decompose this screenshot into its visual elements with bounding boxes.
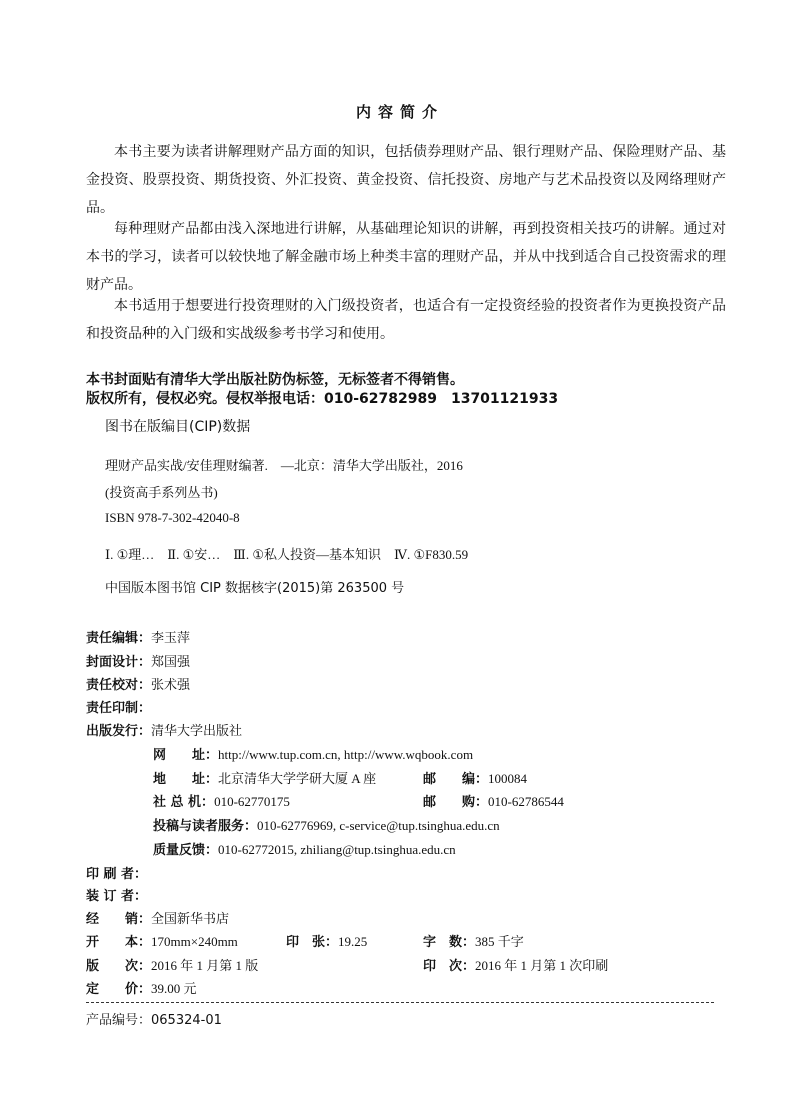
publisher-website	[153, 744, 473, 763]
printer-label: 印 刷 者：	[86, 867, 148, 882]
publisher-mail-order	[423, 791, 564, 810]
postcode-label: 邮 编：	[423, 772, 489, 787]
mail-order-value: 010-62786544	[488, 794, 564, 809]
words-field	[423, 931, 524, 950]
anti-counterfeit-notice: 本书封面贴有清华大学出版社防伪标签，无标签者不得销售。	[86, 372, 464, 388]
website-label: 网 址：	[153, 748, 219, 763]
address-value: 北京清华大学学研大厦 A 座	[218, 771, 377, 786]
credit-publisher	[86, 720, 242, 739]
price-value: 39.00 元	[151, 981, 197, 996]
impression-field	[423, 955, 608, 974]
publisher-reader-service	[153, 815, 500, 834]
intro-paragraph-2: 每种理财产品都由浅入深地进行讲解，从基础理论知识的讲解，再到投资相关技巧的讲解。通过对本书的学习，读者可以较快地了解金融市场上种类丰富的理财产品，并从中找到适合自己投资需求的理财产品。	[86, 221, 726, 293]
binder-line	[86, 885, 147, 904]
words-value: 385 千字	[475, 934, 524, 949]
sheets-value: 19.25	[338, 934, 368, 949]
dashed-divider	[86, 1002, 714, 1003]
credit-print-supervisor	[86, 697, 151, 716]
publisher-address	[153, 768, 376, 787]
credit-value: 张术强	[151, 677, 191, 692]
cip-heading: 图书在版编目(CIP)数据	[105, 419, 251, 435]
words-label: 字 数：	[423, 935, 476, 950]
reader-service-value: 010-62776969, c-service@tup.tsinghua.edu.cn	[257, 818, 500, 833]
address-label: 地 址：	[153, 772, 219, 787]
impression-label: 印 次：	[423, 959, 476, 974]
website-value: http://www.tup.com.cn, http://www.wqbook.com	[218, 747, 474, 762]
intro-paragraph-3: 本书适用于想要进行投资理财的入门级投资者，也适合有一定投资经验的投资者作为更换投资产品和投资品种的入门级和实战级参考书学习和使用。	[86, 298, 726, 342]
reader-service-label: 投稿与读者服务：	[153, 819, 258, 834]
distributor-value: 全国新华书店	[151, 911, 230, 926]
format-label: 开 本：	[86, 935, 152, 950]
publisher-quality-feedback	[153, 839, 456, 858]
feedback-label: 质量反馈：	[153, 843, 219, 858]
price-label: 定 价：	[86, 982, 152, 997]
credit-label: 责任印制：	[86, 701, 152, 716]
printer-line	[86, 863, 147, 882]
cip-record-number-line: 中国版本图书馆 CIP 数据核字(2015)第 263500 号	[105, 581, 405, 596]
credit-editor	[86, 627, 190, 646]
publisher-switchboard	[153, 791, 290, 810]
format-value: 170mm×240mm	[151, 934, 238, 949]
cip-classification-line: Ⅰ. ①理… Ⅱ. ①安… Ⅲ. ①私人投资—基本知识 Ⅳ. ①F830.59	[105, 547, 469, 562]
switchboard-label: 社 总 机：	[153, 795, 215, 810]
edition-value: 2016 年 1 月第 1 版	[151, 958, 259, 973]
copyright-notice: 版权所有，侵权必究。侵权举报电话：010-62782989 13701121933	[86, 391, 559, 407]
sheets-label: 印 张：	[286, 935, 339, 950]
publisher-postcode	[423, 768, 527, 787]
impression-value: 2016 年 1 月第 1 次印刷	[475, 958, 609, 973]
format-line	[86, 931, 726, 950]
credit-value: 郑国强	[151, 654, 191, 669]
intro-paragraph-1: 本书主要为读者讲解理财产品方面的知识，包括债券理财产品、银行理财产品、保险理财产品、基金投资、股票投资、期货投资、外汇投资、黄金投资、信托投资、房地产与艺术品投资以及网络理财产品。	[86, 144, 726, 216]
binder-label: 装 订 者：	[86, 889, 148, 904]
cip-series-line: (投资高手系列丛书)	[105, 485, 218, 500]
cip-isbn-line: ISBN 978-7-302-42040-8	[105, 510, 240, 525]
credit-proofreader	[86, 674, 190, 693]
credit-label: 出版发行：	[86, 724, 152, 739]
product-code: 产品编号：065324-01	[86, 1013, 222, 1028]
credit-label: 封面设计：	[86, 655, 152, 670]
credit-value: 清华大学出版社	[151, 723, 243, 738]
postcode-value: 100084	[488, 771, 528, 786]
price-line	[86, 978, 197, 997]
edition-line	[86, 955, 726, 974]
credit-cover-design	[86, 651, 190, 670]
distributor-line	[86, 908, 229, 927]
mail-order-label: 邮 购：	[423, 795, 489, 810]
edition-label: 版 次：	[86, 959, 152, 974]
credit-value: 李玉萍	[151, 630, 191, 645]
distributor-label: 经 销：	[86, 912, 152, 927]
cip-title-line: 理财产品实战/安佳理财编著. —北京：清华大学出版社，2016	[105, 458, 463, 473]
sheets-field	[286, 931, 367, 950]
section-title: 内容简介	[355, 103, 444, 121]
feedback-value: 010-62772015, zhiliang@tup.tsinghua.edu.cn	[218, 842, 456, 857]
credit-label: 责任校对：	[86, 678, 152, 693]
credit-label: 责任编辑：	[86, 631, 152, 646]
switchboard-value: 010-62770175	[214, 794, 290, 809]
